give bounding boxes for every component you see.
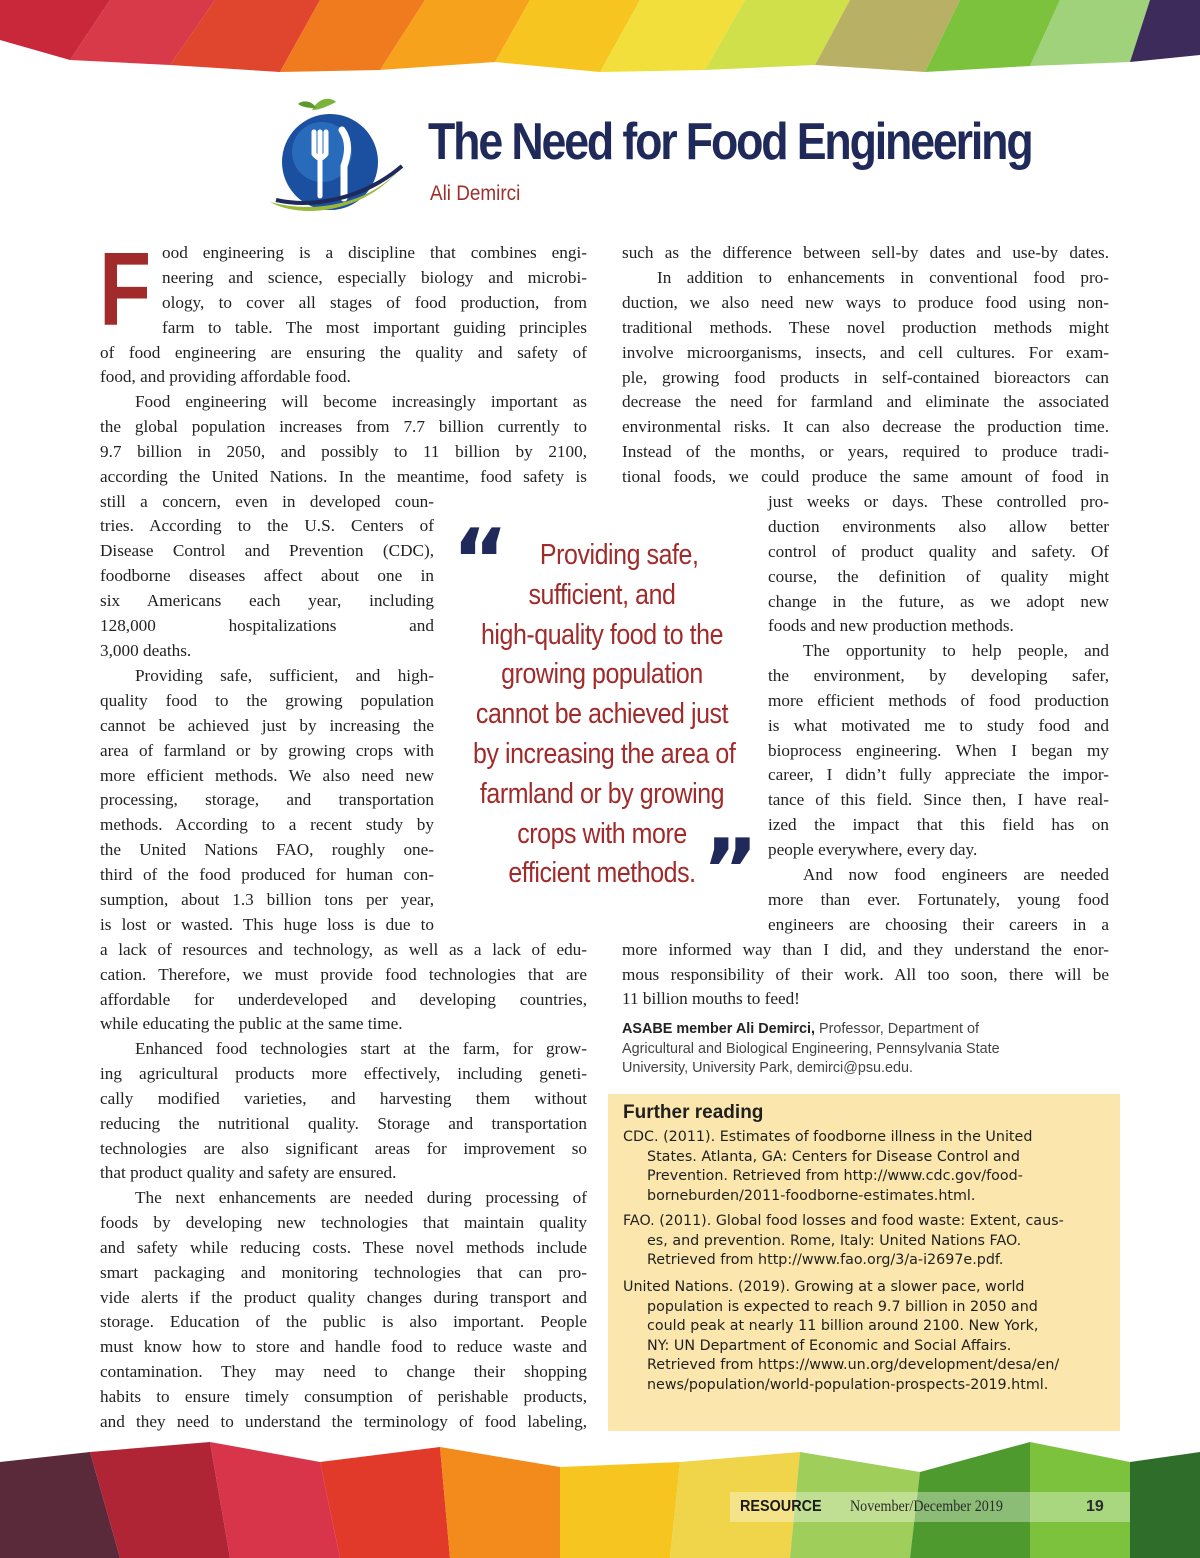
reference-line: FAO. (2011). Global food losses and food waste: Extent, caus- bbox=[623, 1213, 1064, 1229]
text-line: And now food engineers are needed bbox=[803, 865, 1109, 884]
text-line: methods. According to a recent study by bbox=[100, 815, 434, 835]
food-engineering-logo bbox=[262, 96, 412, 226]
text-line: ology, to cover all stages of food production, from bbox=[162, 292, 587, 312]
reference-line: news/population/world-population-prospects-2019.html. bbox=[647, 1376, 1049, 1393]
author-bio bbox=[622, 1020, 1102, 1079]
text-line: storage. Education of the public is also important. People bbox=[100, 1312, 587, 1332]
text-line: The opportunity to help people, and bbox=[803, 641, 1109, 660]
text-line: cally modified varieties, and harvesting them without bbox=[100, 1088, 587, 1108]
text-line: habits to ensure timely consumption of perishable products, bbox=[100, 1387, 587, 1407]
bio-text: University, University Park, demirci@psu.edu. bbox=[622, 1060, 914, 1076]
text-line: tries. According to the U.S. Centers of bbox=[100, 516, 434, 536]
text-line: contamination. They may need to change their shopping bbox=[100, 1362, 587, 1382]
text-line: more informed way than I did, and they understand the enor- bbox=[622, 939, 1109, 959]
page-number: 19 bbox=[1086, 1498, 1104, 1515]
text-line: neering and science, especially biology and microbi- bbox=[162, 267, 587, 287]
reference-line: Retrieved from https://www.un.org/development/desa/en/ bbox=[647, 1357, 1060, 1374]
close-quote-mark: ” bbox=[702, 821, 759, 921]
text-line: still a concern, even in developed coun- bbox=[100, 491, 434, 511]
text-line: people everywhere, every day. bbox=[768, 840, 978, 860]
reference-line: borneburden/2011-foodborne-estimates.html. bbox=[647, 1187, 976, 1204]
reference-item bbox=[623, 1128, 1113, 1206]
col1-paragraph-5 bbox=[100, 1186, 587, 1435]
pull-quote bbox=[452, 511, 759, 921]
text-line: cation. Therefore, we must provide food technologies that are bbox=[100, 964, 587, 984]
pull-quote-line: sufficient, and bbox=[528, 578, 676, 611]
pull-quote-line: cannot be achieved just bbox=[475, 698, 729, 731]
text-line: more than ever. Fortunately, young food bbox=[768, 889, 1109, 909]
text-line: smart packaging and monitoring technologies that can pro- bbox=[100, 1262, 587, 1282]
text-line: ple, growing food products in self-contained bioreactors can bbox=[622, 367, 1109, 387]
text-line: control of product quality and safety. Of bbox=[768, 541, 1109, 561]
text-line: affordable for underdeveloped and developing countries, bbox=[100, 989, 587, 1009]
reference-line: could peak at nearly 11 billion around 2100. New York, bbox=[647, 1318, 1039, 1335]
text-line: tional foods, we could produce the same amount of food in bbox=[622, 467, 1109, 487]
text-line: duction, we also need new ways to produce food using non- bbox=[622, 292, 1109, 312]
text-line: is lost or wasted. This huge loss is due to bbox=[100, 914, 434, 934]
text-line: foods by developing new technologies that maintain quality bbox=[100, 1212, 587, 1232]
text-line: 128,000 hospitalizations and bbox=[100, 616, 434, 636]
text-line: the global population increases from 7.7 billion currently to bbox=[100, 416, 587, 436]
bio-text: Agricultural and Biological Engineering, Pennsylvania State bbox=[622, 1040, 1000, 1057]
text-line: duction environments also allow better bbox=[768, 516, 1109, 536]
text-line: Providing safe, sufficient, and high- bbox=[135, 666, 434, 685]
text-line: career, I didn’t fully appreciate the impor- bbox=[768, 765, 1109, 785]
fruit-banner-top bbox=[0, 0, 1200, 80]
text-line: just weeks or days. These controlled pro- bbox=[768, 492, 1109, 512]
text-line: the environment, by developing safer, bbox=[768, 665, 1109, 685]
text-line: bioprocess engineering. When I began my bbox=[768, 740, 1109, 760]
text-line: more efficient methods of food production bbox=[768, 690, 1109, 710]
reference-line: es, and prevention. Rome, Italy: United Nations FAO. bbox=[647, 1232, 1022, 1249]
pull-quote-line: farmland or by growing bbox=[479, 777, 725, 810]
text-line: reducing the nutritional quality. Storage and transportation bbox=[100, 1113, 587, 1133]
text-line: Enhanced food technologies start at the farm, for grow- bbox=[135, 1039, 587, 1058]
fruit-banner-bottom bbox=[0, 1442, 1200, 1558]
text-line: ing agricultural products more effectively, including geneti- bbox=[100, 1063, 587, 1083]
text-line: of food engineering are ensuring the quality and safety of bbox=[100, 342, 587, 362]
text-line: tance of this field. Since then, I have real- bbox=[768, 790, 1109, 810]
text-line: environmental risks. It can also decrease the production time. bbox=[622, 417, 1109, 437]
text-line: foodborne diseases affect about one in bbox=[100, 566, 434, 586]
bio-text: Professor, Department of bbox=[815, 1021, 979, 1037]
text-line: the United Nations FAO, roughly one- bbox=[100, 840, 434, 860]
text-line: ized the impact that this field has on bbox=[768, 815, 1109, 835]
magazine-name: RESOURCE bbox=[740, 1498, 822, 1515]
text-line: decrease the need for farmland and eliminate the associated bbox=[622, 392, 1109, 412]
bio-name: ASABE member Ali Demirci, bbox=[622, 1021, 816, 1037]
text-line: 11 billion mouths to feed! bbox=[622, 989, 800, 1009]
text-line: Instead of the months, or years, required to produce tradi- bbox=[622, 442, 1109, 462]
text-line: such as the difference between sell-by dates and use-by dates. bbox=[622, 243, 1109, 262]
reference-line: population is expected to reach 9.7 billion in 2050 and bbox=[647, 1298, 1038, 1315]
text-line: food, and providing affordable food. bbox=[100, 367, 351, 387]
text-line: must know how to store and handle food to reduce waste and bbox=[100, 1337, 587, 1357]
pull-quote-line: growing population bbox=[501, 658, 703, 691]
pull-quote-line: efficient methods. bbox=[508, 857, 696, 890]
text-line: more efficient methods. We also need new bbox=[100, 765, 434, 785]
text-line: quality food to the growing population bbox=[100, 690, 434, 710]
further-reading-box bbox=[608, 1094, 1120, 1431]
reference-line: NY: UN Department of Economic and Social Affairs. bbox=[647, 1337, 1012, 1354]
reference-line: States. Atlanta, GA: Centers for Disease Control and bbox=[647, 1148, 1020, 1165]
text-line: according the United Nations. In the meantime, food safety is bbox=[100, 466, 587, 486]
text-line: mous responsibility of their work. All too soon, there will be bbox=[622, 964, 1109, 984]
text-line: traditional methods. These novel production methods might bbox=[622, 317, 1109, 337]
issue-date: November/December 2019 bbox=[850, 1498, 1003, 1515]
text-line: The next enhancements are needed during processing of bbox=[135, 1188, 587, 1207]
pull-quote-line: crops with more bbox=[517, 817, 687, 850]
col1-paragraph-4 bbox=[100, 1037, 587, 1186]
text-line: third of the food produced for human con- bbox=[100, 865, 434, 885]
text-line: engineers are choosing their careers in a bbox=[768, 914, 1109, 934]
text-line: foods and new production methods. bbox=[768, 616, 1014, 636]
pull-quote-line: Providing safe, bbox=[539, 539, 699, 571]
text-line: processing, storage, and transportation bbox=[100, 790, 434, 810]
further-reading-heading: Further reading bbox=[623, 1102, 764, 1123]
reference-item bbox=[623, 1212, 1113, 1271]
text-line: is what motivated me to study food and bbox=[768, 715, 1109, 735]
col1-paragraph-1 bbox=[99, 232, 587, 390]
pull-quote-line: high-quality food to the bbox=[480, 618, 724, 651]
text-line: area of farmland or by growing crops with bbox=[100, 740, 434, 760]
text-line: change in the future, as we adopt new bbox=[768, 591, 1109, 611]
reference-line: United Nations. (2019). Growing at a slower pace, world bbox=[623, 1279, 1025, 1295]
col2-paragraph-1 bbox=[622, 241, 1109, 266]
drop-cap: F bbox=[99, 232, 152, 348]
text-line: involve microorganisms, insects, and cell cultures. For exam- bbox=[622, 342, 1109, 362]
text-line: technologies are also significant areas for improvement so bbox=[100, 1138, 587, 1158]
text-line: cannot be achieved just by increasing the bbox=[100, 715, 434, 735]
col2-paragraph-3 bbox=[768, 639, 1109, 863]
text-line: vide alerts if the product quality changes during transport and bbox=[100, 1287, 587, 1307]
text-line: Disease Control and Prevention (CDC), bbox=[100, 541, 434, 561]
text-line: Food engineering will become increasingly important as bbox=[135, 392, 587, 411]
text-line: six Americans each year, including bbox=[100, 591, 434, 611]
reference-line: Retrieved from http://www.fao.org/3/a-i2697e.pdf. bbox=[647, 1252, 1004, 1269]
text-line: 3,000 deaths. bbox=[100, 640, 192, 660]
text-line: while educating the public at the same time. bbox=[100, 1014, 403, 1034]
text-line: In addition to enhancements in conventional food pro- bbox=[657, 268, 1109, 287]
text-line: 9.7 billion in 2050, and possibly to 11 billion by 2100, bbox=[100, 441, 587, 461]
text-line: farm to table. The most important guiding principles bbox=[162, 317, 587, 337]
open-quote-mark: “ bbox=[452, 511, 509, 611]
text-line: and they need to understand the terminology of food labeling, bbox=[100, 1412, 587, 1432]
reference-line: CDC. (2011). Estimates of foodborne illness in the United bbox=[623, 1129, 1033, 1145]
text-line: ood engineering is a discipline that combines engi- bbox=[162, 243, 587, 262]
text-line: course, the definition of quality might bbox=[768, 566, 1109, 586]
article-title: The Need for Food Engineering bbox=[428, 113, 1032, 171]
reference-item bbox=[623, 1278, 1113, 1396]
article-author: Ali Demirci bbox=[430, 182, 521, 205]
text-line: and safety while reducing costs. These novel methods include bbox=[100, 1237, 587, 1257]
pull-quote-line: by increasing the area of bbox=[473, 737, 736, 770]
text-line: sumption, about 1.3 billion tons per year, bbox=[100, 890, 434, 910]
text-line: a lack of resources and technology, as well as a lack of edu- bbox=[100, 939, 587, 959]
text-line: that product quality and safety are ensured. bbox=[100, 1163, 397, 1183]
reference-line: Prevention. Retrieved from http://www.cdc.gov/food- bbox=[647, 1168, 1023, 1185]
